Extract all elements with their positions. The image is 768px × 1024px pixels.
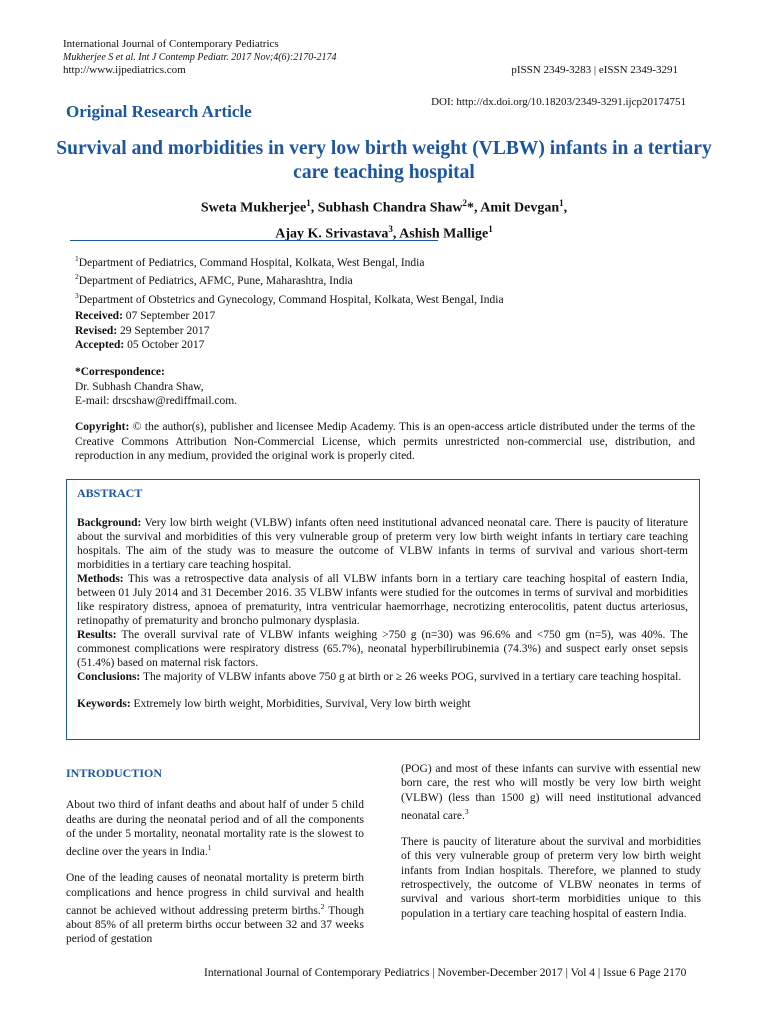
abstract-conclusions: Conclusions: The majority of VLBW infants above 750 g at birth or ≥ 26 weeks POG, survived in a tertiary care teaching hospital. bbox=[77, 671, 682, 683]
article-dates bbox=[75, 309, 695, 353]
affiliation: $^3$Department of Obstetrics and Gynecology, Command Hospital, Kolkata, West Bengal, India bbox=[75, 290, 504, 306]
issn: pISSN 2349-3283 | eISSN 2349-3291 bbox=[511, 64, 678, 76]
accepted-date: Accepted: 05 October 2017 bbox=[75, 339, 205, 351]
citation-ref[interactable]: 1 bbox=[207, 843, 212, 853]
affiliation: $^2$Department of Pediatrics, AFMC, Pune, Maharashtra, India bbox=[75, 272, 353, 288]
doi-link[interactable]: DOI: http://dx.doi.org/10.18203/2349-3291.ijcp20174751 bbox=[431, 96, 686, 108]
divider-line bbox=[70, 240, 438, 241]
correspondence-label: *Correspondence: bbox=[75, 366, 165, 378]
journal-url[interactable]: http://www.ijpediatrics.com bbox=[63, 64, 186, 76]
paper-title: Survival and morbidities in very low birth weight (VLBW) infants in a tertiary care teaching hospital bbox=[56, 138, 712, 183]
body-column-right bbox=[401, 762, 701, 933]
abstract-methods: Methods: This was a retrospective data analysis of all VLBW infants born in a tertiary care teaching hospital of eastern India, between 01 July 2014 and 31 December 2016. 35 VLBW infants were studied for the outcomes in terms of survival and morbidities like respiratory distress, apnoea of prematurity, intra ventricular haemorrhage, necrotizing enterocolitis, patent ductus arteriosus, retinopathy of prematurity and broncho pulmonary dysplasia. bbox=[77, 573, 688, 627]
correspondence-name: Dr. Subhash Chandra Shaw, bbox=[75, 380, 204, 393]
author-affil-mark: 2 bbox=[462, 198, 467, 208]
affiliations bbox=[75, 252, 695, 307]
body-paragraph: About two third of infant deaths and about half of under 5 child deaths are during the neonatal period and of all the components of the under 5 mortality, neonatal mortality rate is the slowest to decline over the years in India.$^1$ bbox=[66, 799, 364, 859]
correspondence-email[interactable]: E-mail: drscshaw@rediffmail.com. bbox=[75, 395, 238, 407]
abstract-box bbox=[66, 479, 700, 740]
citation: Mukherjee S et al. Int J Contemp Pediatr. 2017 Nov;4(6):2170-2174 bbox=[63, 52, 337, 63]
author-name: Amit Devgan bbox=[480, 200, 560, 216]
author-list: Sweta Mukherjee$^1$, Subhash Chandra Shaw$^2$*, Amit Devgan$^1$, Ajay K. Srivastava$^3$, Ashish Mallige$^1$ bbox=[200, 198, 568, 242]
affiliation: $^1$Department of Pediatrics, Command Hospital, Kolkata, West Bengal, India bbox=[75, 254, 425, 269]
author-affil-mark: 1 bbox=[488, 223, 493, 234]
author-name: Ajay K. Srivastava bbox=[275, 226, 389, 242]
running-header bbox=[63, 38, 337, 77]
copyright-notice bbox=[75, 420, 695, 464]
page-footer: International Journal of Contemporary Pediatrics | November-December 2017 | Vol 4 | Issue 6 Page 2170 bbox=[204, 967, 687, 979]
abstract-background: Background: Very low birth weight (VLBW) infants often need institutional advanced neonatal care. There is paucity of literature about the survival and morbidities of this very vulnerable group of preterm very low birth weight infants in tertiary care teaching hospitals. The aim of the study was to measure the outcome of VLBW infants in terms of survival and various short-term morbidities in a tertiary care teaching hospital. bbox=[77, 517, 688, 571]
body-paragraph: (POG) and most of these infants can survive with essential new born care, the rest who will mostly be very low birth weight (VLBW) (less than 1500 g) will need institutional advanced neonatal care.$^3$ bbox=[401, 763, 701, 822]
body-paragraph: There is paucity of literature about the survival and morbidities of this very vulnerable group of preterm very low birth weight infants from Indian hospitals. Therefore, we planned to study retrospectively, the outcome of VLBW neonates in terms of survival and various short-term morbidities unique to this population in a tertiary care teaching hospital of eastern India. bbox=[401, 836, 701, 920]
journal-name: International Journal of Contemporary Pediatrics bbox=[63, 38, 279, 50]
received-date: Received: 07 September 2017 bbox=[75, 310, 216, 322]
copyright-label: Copyright: bbox=[75, 421, 130, 433]
section-heading: INTRODUCTION bbox=[66, 766, 163, 780]
author-affil-mark: 3 bbox=[388, 223, 393, 234]
article-type: Original Research Article bbox=[66, 102, 252, 121]
revised-date: Revised: 29 September 2017 bbox=[75, 324, 210, 337]
body-column-left bbox=[66, 762, 364, 959]
corresponding-mark: * bbox=[466, 200, 474, 216]
author-name: Subhash Chandra Shaw bbox=[317, 200, 463, 216]
correspondence bbox=[75, 365, 695, 409]
citation-ref[interactable]: 2 bbox=[320, 901, 325, 911]
author-name: Ashish Mallige bbox=[399, 226, 489, 242]
author-affil-mark: 1 bbox=[306, 198, 311, 208]
copyright-text: © the author(s), publisher and licensee Medip Academy. This is an open-access article distributed under the terms of the Creative Commons Attribution Non-Commercial License, which permits unrestricted non-commercial use, distribution, and reproduction in any medium, provided the original work is properly cited. bbox=[75, 421, 695, 462]
abstract-heading: ABSTRACT bbox=[77, 486, 143, 500]
author-name: Sweta Mukherjee bbox=[200, 200, 307, 216]
author-affil-mark: 1 bbox=[559, 198, 564, 208]
abstract-keywords: Keywords: Extremely low birth weight, Morbidities, Survival, Very low birth weight bbox=[77, 698, 471, 710]
abstract-results: Results: The overall survival rate of VLBW infants weighing >750 g (n=30) was 96.6% and <750 gm (n=5), was 40%. The commonest complications were respiratory distress (65.7%), neonatal hyperbilirubinemia (74.3%) and suspect early onset sepsis (51.4%) based on maternal risk factors. bbox=[77, 629, 688, 669]
citation-ref[interactable]: 3 bbox=[464, 806, 469, 816]
body-paragraph: One of the leading causes of neonatal mortality is preterm birth complications and hence progress in child survival and health cannot be achieved without addressing preterm births.$^2$ Though about 85% of all preterm births occur between 32 and 37 weeks period of gestation bbox=[66, 872, 364, 946]
